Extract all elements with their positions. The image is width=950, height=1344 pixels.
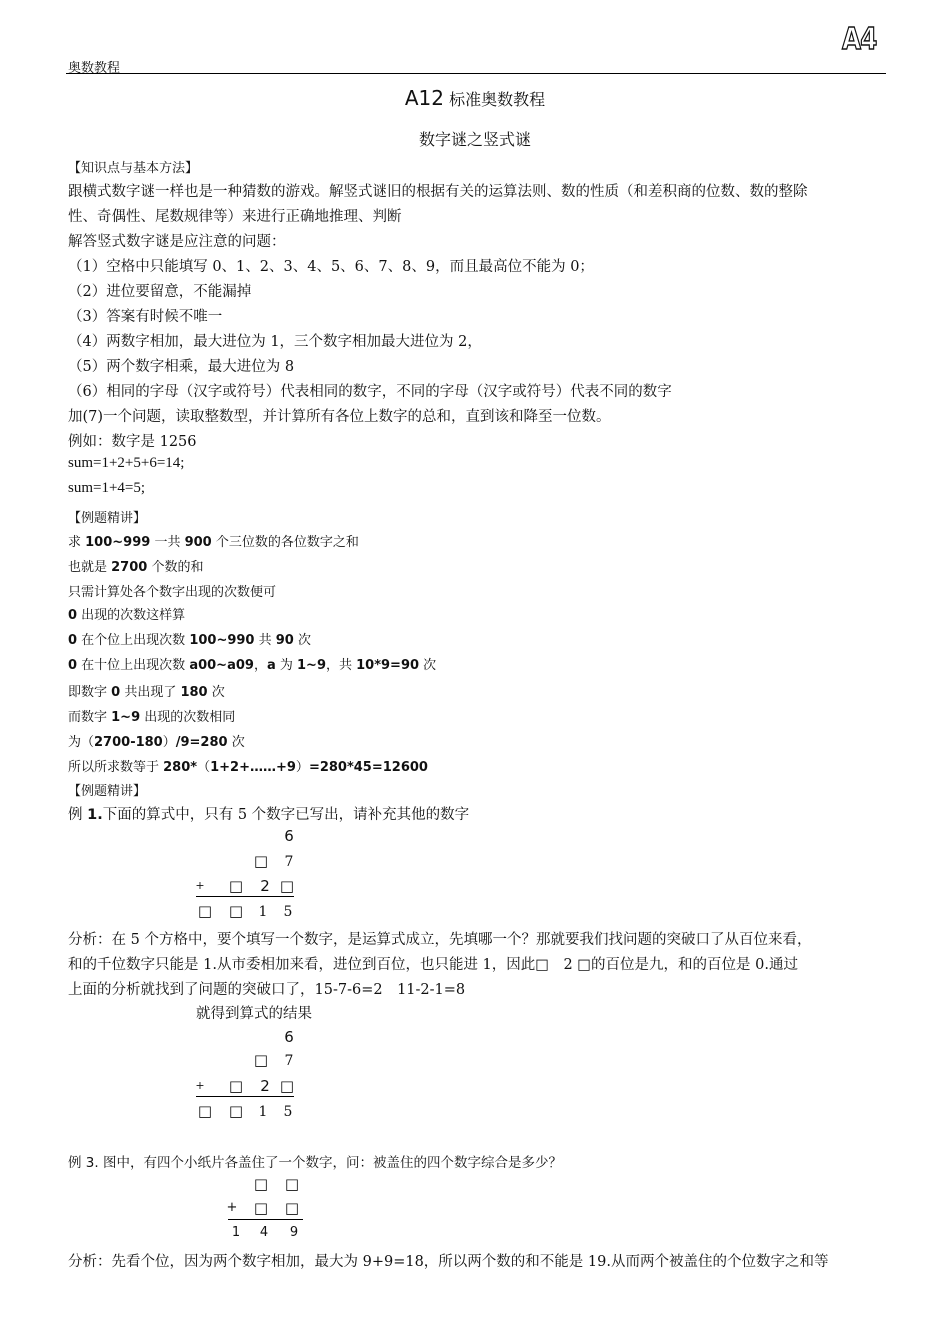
covered-box: □	[284, 1199, 300, 1217]
solution-line-8: 而数字 1~9 出现的次数相同	[68, 710, 236, 725]
analysis-1-line-2: 和的千位数字只能是 1.从市委相加来看，进位到百位，也只能进 1，因此□ 2 □的百位是九，和的百位是 0.通过	[68, 957, 798, 973]
rule-item: （6）相同的字母（汉字或符号）代表相同的数字，不同的字母（汉字或符号）代表不同的数字	[68, 384, 672, 400]
rule-item: （4）两数字相加，最大进位为 1，三个数字相加最大进位为 2，	[68, 334, 482, 350]
puzzle-digit: 2	[260, 877, 270, 895]
example-3-prompt: 例 3. 图中，有四个小纸片各盖住了一个数字，问：被盖住的四个数字综合是多少？	[68, 1155, 562, 1171]
solution-line-3: 只需计算处各个数字出现的次数便可	[68, 585, 277, 600]
solution-line-2: 也就是 2700 个数的和	[68, 560, 204, 575]
intro-line-1: 跟横式数字谜一样也是一种猜数的游戏。解竖式谜旧的根据有关的运算法则、数的性质（和差积商的位数、数的整除	[68, 184, 808, 200]
solution-line-5: 0 在个位上出现次数 100~990 共 90 次	[68, 633, 311, 648]
puzzle-digit: 5	[283, 904, 293, 920]
blank-box: □	[253, 1051, 269, 1069]
solution-line-10: 所以所求数等于 280*（1+2+……+9）=280*45=12600	[68, 760, 428, 775]
sum-line	[228, 1219, 303, 1220]
covered-box: □	[253, 1175, 269, 1193]
plus-sign: +	[226, 1200, 238, 1215]
puzzle-digit: 1	[258, 1104, 268, 1120]
rule-item: （3）答案有时候不唯一	[68, 309, 223, 325]
puzzle-digit: 6	[284, 1028, 294, 1046]
page-title	[0, 86, 950, 110]
blank-box: □	[197, 902, 213, 920]
analysis-1-line-1: 分析：在 5 个方格中，要个填写一个数字，是运算式成立，先填哪一个？那就要我们找问题的突破口了从百位来看，	[68, 932, 812, 948]
plus-sign: +	[195, 879, 205, 892]
analysis-1-line-3: 上面的分析就找到了问题的突破口了，15-7-6=2 11-2-1=8	[68, 982, 466, 998]
covered-box: □	[284, 1175, 300, 1193]
puzzle-digit: 9	[289, 1225, 299, 1240]
puzzle-digit: 7	[284, 854, 294, 870]
plus-sign: +	[195, 1079, 205, 1092]
rule-item: 加(7)一个问题，读取整数型，并计算所有各位上数字的总和，直到该和降至一位数。	[68, 409, 611, 425]
intro-line-2: 性、奇偶性、尾数规律等）来进行正确地推理、判断	[68, 209, 402, 225]
example-intro: 例如：数字是 1256	[68, 434, 197, 450]
header-label: 奥数教程	[68, 61, 121, 76]
section-heading-examples: 【例题精讲】	[68, 511, 147, 526]
blank-box: □	[279, 1077, 295, 1095]
title-main: 标准奥数教程	[449, 90, 546, 109]
puzzle-digit: 2	[260, 1077, 270, 1095]
rule-item: （5）两个数字相乘，最大进位为 8	[68, 359, 295, 375]
puzzle-digit: 6	[284, 827, 294, 845]
puzzle-digit: 1	[231, 1225, 241, 1240]
solution-line-7: 即数字 0 共出现了 180 次	[68, 685, 225, 700]
sum-line	[196, 896, 294, 897]
title-prefix: A12	[404, 86, 445, 110]
sum-line-1: sum=1+2+5+6=14;	[68, 455, 185, 471]
blank-box: □	[279, 877, 295, 895]
puzzle-digit: 1	[258, 904, 268, 920]
covered-box: □	[253, 1199, 269, 1217]
rule-item: （2）进位要留意，不能漏掉	[68, 284, 252, 300]
solution-line-1: 求 100~999 一共 900 个三位数的各位数字之和	[68, 535, 359, 550]
result-caption: 就得到算式的结果	[196, 1006, 312, 1022]
puzzle-digit: 7	[284, 1053, 294, 1069]
puzzle-digit: 5	[283, 1104, 293, 1120]
section-heading-knowledge: 【知识点与基本方法】	[68, 161, 199, 176]
page-subtitle: 数字谜之竖式谜	[418, 130, 531, 149]
blank-box: □	[228, 877, 244, 895]
blank-box: □	[228, 902, 244, 920]
example-1-prompt: 例 1.下面的算式中，只有 5 个数字已写出，请补充其他的数字	[68, 807, 470, 823]
solution-line-9: 为（2700-180）/9=280 次	[68, 735, 245, 750]
intro-line-3: 解答竖式数字谜是应注意的问题：	[68, 234, 286, 250]
rule-item: （1）空格中只能填写 0、1、2、3、4、5、6、7、8、9，而且最高位不能为 0；	[68, 259, 594, 275]
blank-box: □	[253, 852, 269, 870]
blank-box: □	[228, 1102, 244, 1120]
a4-logo: A4	[842, 22, 877, 57]
blank-box: □	[197, 1102, 213, 1120]
solution-line-4: 0 出现的次数这样算	[68, 608, 186, 623]
section-heading-examples-2: 【例题精讲】	[68, 784, 147, 799]
sum-line	[196, 1096, 294, 1097]
puzzle-digit: 4	[259, 1225, 269, 1240]
header-rule	[66, 73, 886, 74]
solution-line-6: 0 在十位上出现次数 a00~a09，a 为 1~9，共 10*9=90 次	[68, 658, 437, 673]
blank-box: □	[228, 1077, 244, 1095]
analysis-3-line-1: 分析：先看个位，因为两个数字相加，最大为 9+9=18，所以两个数的和不能是 19.从而两个被盖住的个位数字之和等	[68, 1254, 829, 1270]
sum-line-2: sum=1+4=5;	[68, 480, 146, 496]
